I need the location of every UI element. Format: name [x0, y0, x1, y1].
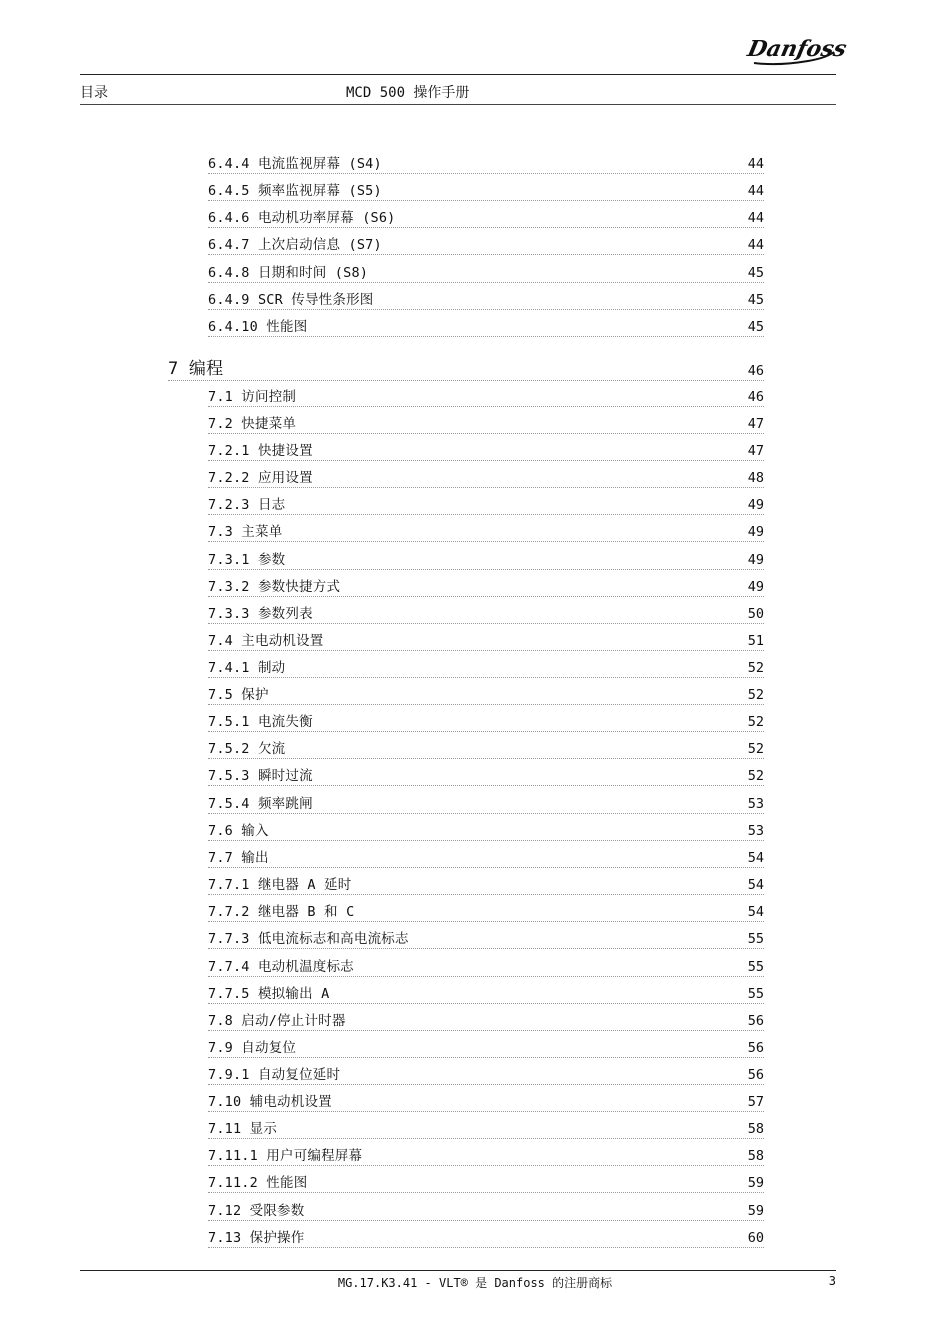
toc-entry-title: 7.2.1 快捷设置 [208, 443, 313, 459]
toc-entry[interactable] [208, 1200, 764, 1221]
toc-entry-page: 52 [747, 741, 764, 757]
toc-entry[interactable] [208, 549, 764, 570]
toc-entry[interactable] [208, 386, 764, 407]
toc-entry[interactable] [208, 180, 764, 201]
toc-entry-title: 7.5.2 欠流 [208, 741, 286, 757]
toc-entry-title: 7.5.3 瞬时过流 [208, 768, 313, 784]
danfoss-logo [745, 30, 849, 70]
toc-entry-page: 55 [747, 986, 764, 1002]
toc-entry-page: 58 [747, 1121, 764, 1137]
footer-trademark: MG.17.K3.41 - VLT® 是 Danfoss 的注册商标 [337, 1276, 613, 1290]
svg-text:Danfoss: Danfoss [745, 36, 849, 62]
header-section-label: 目录 [80, 85, 108, 101]
toc-entry-title: 7.4 主电动机设置 [208, 633, 324, 649]
toc-entry[interactable] [208, 711, 764, 732]
toc-chapter-entry[interactable] [168, 356, 764, 381]
toc-entry-title: 6.4.5 频率监视屏幕 (S5) [208, 183, 382, 199]
toc-entry[interactable] [208, 262, 764, 283]
toc-entry-page: 51 [747, 633, 764, 649]
toc-entry-page: 60 [747, 1230, 764, 1246]
toc-entry-title: 7.5.1 电流失衡 [208, 714, 313, 730]
toc-entry[interactable] [208, 1037, 764, 1058]
toc-entry[interactable] [208, 289, 764, 310]
toc-entry-title: 7 编程 [168, 359, 224, 379]
toc-entry-page: 52 [747, 714, 764, 730]
toc-entry[interactable] [208, 440, 764, 461]
toc-entry[interactable] [208, 820, 764, 841]
toc-entry[interactable] [208, 765, 764, 786]
toc-entry-title: 6.4.8 日期和时间 (S8) [208, 265, 369, 281]
toc-entry-page: 54 [747, 904, 764, 920]
footer-rule [80, 1270, 836, 1271]
toc-entry-page: 48 [747, 470, 764, 486]
toc-entry[interactable] [208, 153, 764, 174]
toc-entry-page: 52 [747, 768, 764, 784]
toc-entry-title: 7.1 访问控制 [208, 389, 297, 405]
toc-entry-title: 6.4.4 电流监视屏幕 (S4) [208, 156, 382, 172]
toc-entry-page: 49 [747, 552, 764, 568]
toc-entry[interactable] [208, 1091, 764, 1112]
toc-entry-title: 7.3 主菜单 [208, 524, 283, 540]
toc-entry-title: 6.4.7 上次启动信息 (S7) [208, 237, 382, 253]
toc-entry-title: 7.11.1 用户可编程屏幕 [208, 1148, 363, 1164]
toc-entry-title: 7.7.3 低电流标志和高电流标志 [208, 931, 409, 947]
toc-entry-page: 44 [747, 237, 764, 253]
toc-entry-title: 7.12 受限参数 [208, 1203, 305, 1219]
toc-entry-page: 54 [747, 877, 764, 893]
toc-entry[interactable] [208, 413, 764, 434]
toc-entry-title: 7.5.4 频率跳闸 [208, 796, 313, 812]
toc-entry-title: 7.11.2 性能图 [208, 1175, 308, 1191]
toc-entry-page: 52 [747, 660, 764, 676]
toc-entry[interactable] [208, 521, 764, 542]
toc-entry-title: 7.9.1 自动复位延时 [208, 1067, 341, 1083]
toc-entry-page: 47 [747, 416, 764, 432]
toc-entry[interactable] [208, 793, 764, 814]
toc-entry-title: 7.6 输入 [208, 823, 269, 839]
toc-entry-page: 49 [747, 524, 764, 540]
toc-entry-page: 45 [747, 265, 764, 281]
toc-entry[interactable] [208, 467, 764, 488]
toc-entry-title: 7.11 显示 [208, 1121, 278, 1137]
toc-entry-title: 7.8 启动/停止计时器 [208, 1013, 346, 1029]
toc-entry-page: 57 [747, 1094, 764, 1110]
toc-entry-page: 59 [747, 1203, 764, 1219]
toc-entry-page: 44 [747, 210, 764, 226]
toc-entry-title: 7.7.2 继电器 B 和 C [208, 904, 355, 920]
toc-entry-page: 52 [747, 687, 764, 703]
header-rule [80, 74, 836, 75]
toc-entry-page: 44 [747, 156, 764, 172]
toc-entry-page: 55 [747, 931, 764, 947]
toc-entry-page: 53 [747, 796, 764, 812]
page-number: 3 [828, 1274, 836, 1288]
toc-entry[interactable] [208, 207, 764, 228]
toc-entry[interactable] [208, 874, 764, 895]
toc-entry-page: 54 [747, 850, 764, 866]
toc-entry-title: 7.7 输出 [208, 850, 269, 866]
toc-entry-title: 7.7.1 继电器 A 延时 [208, 877, 352, 893]
toc-entry-title: 7.2.2 应用设置 [208, 470, 313, 486]
toc-entry[interactable] [208, 576, 764, 597]
toc-entry-page: 50 [747, 606, 764, 622]
toc-entry[interactable] [208, 901, 764, 922]
toc-entry[interactable] [208, 657, 764, 678]
toc-entry[interactable] [208, 928, 764, 949]
toc-entry[interactable] [208, 1145, 764, 1166]
toc-entry[interactable] [208, 494, 764, 515]
toc-entry-page: 59 [747, 1175, 764, 1191]
toc-entry-page: 56 [747, 1067, 764, 1083]
toc-entry-title: 6.4.9 SCR 传导性条形图 [208, 292, 374, 308]
toc-entry-title: 7.4.1 制动 [208, 660, 286, 676]
toc-entry-page: 49 [747, 579, 764, 595]
toc-entry[interactable] [208, 983, 764, 1004]
toc-entry-title: 6.4.6 电动机功率屏幕 (S6) [208, 210, 396, 226]
toc-entry-title: 7.5 保护 [208, 687, 269, 703]
toc-entry[interactable] [208, 1172, 764, 1193]
toc-entry-title: 7.7.4 电动机温度标志 [208, 959, 354, 975]
toc-entry[interactable] [208, 316, 764, 337]
toc-entry-page: 56 [747, 1013, 764, 1029]
toc-entry-title: 7.2.3 日志 [208, 497, 286, 513]
toc-entry-page: 49 [747, 497, 764, 513]
toc-entry[interactable] [208, 738, 764, 759]
toc-entry-title: 6.4.10 性能图 [208, 319, 308, 335]
toc-entry-title: 7.3.2 参数快捷方式 [208, 579, 341, 595]
toc-entry-page: 44 [747, 183, 764, 199]
toc-entry[interactable] [208, 1118, 764, 1139]
header-rule-bottom [80, 104, 836, 105]
toc-entry[interactable] [208, 1227, 764, 1248]
toc-entry-title: 7.3.3 参数列表 [208, 606, 313, 622]
toc-entry[interactable] [208, 603, 764, 624]
toc-entry[interactable] [208, 684, 764, 705]
toc-entry-title: 7.2 快捷菜单 [208, 416, 297, 432]
toc-entry[interactable] [208, 1010, 764, 1031]
toc-entry-title: 7.10 辅电动机设置 [208, 1094, 332, 1110]
toc-entry-title: 7.7.5 模拟输出 A [208, 986, 330, 1002]
toc-entry-page: 53 [747, 823, 764, 839]
toc-entry-title: 7.13 保护操作 [208, 1230, 305, 1246]
toc-entry[interactable] [208, 234, 764, 255]
toc-entry-page: 45 [747, 319, 764, 335]
toc-entry[interactable] [208, 847, 764, 868]
toc-entry-title: 7.9 自动复位 [208, 1040, 297, 1056]
header-manual-title: MCD 500 操作手册 [346, 85, 470, 101]
toc-entry-page: 45 [747, 292, 764, 308]
toc-entry-page: 46 [747, 389, 764, 405]
toc-entry-page: 55 [747, 959, 764, 975]
toc-entry-title: 7.3.1 参数 [208, 552, 286, 568]
toc-entry[interactable] [208, 1064, 764, 1085]
toc-entry[interactable] [208, 630, 764, 651]
toc-entry-page: 58 [747, 1148, 764, 1164]
toc-entry-page: 47 [747, 443, 764, 459]
toc-entry[interactable] [208, 956, 764, 977]
toc-entry-page: 46 [747, 363, 764, 379]
toc-entry-page: 56 [747, 1040, 764, 1056]
